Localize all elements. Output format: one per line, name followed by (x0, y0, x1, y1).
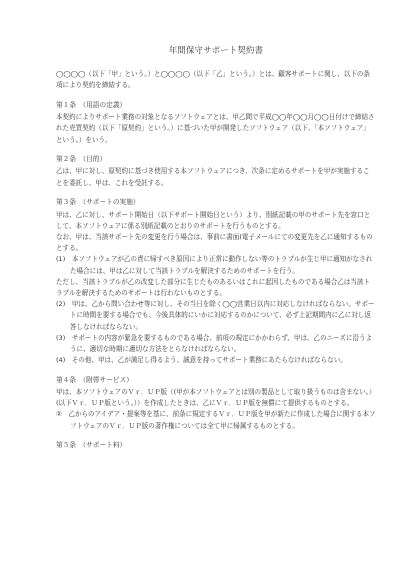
article-2-para-1: 乙は、甲に対し、原契約に基づき使用する本ソフトウェアにつき、次条に定めるサポートを甲が実施することを委託し、甲は、これを受託する。 (56, 167, 370, 187)
article-3-item-2: (2) 甲は、乙から問い合わせ等に対し、その当日を除く◯◯営業日以内に対応しなければならない。サポートに時間を要する場合でも、今後具体的にいかに対応するのかについて、必ず上記期間内に乙に対し返答しなければならない。 (56, 300, 375, 331)
article-4-heading: 第４条 （附帯サービス） (56, 375, 133, 384)
article-3-para-3: ただし、当該トラブルが乙の改変した部分に生じたものあるいはこれに起因したものである場合乙は当該トラブルを解決するためのサポートは行わないものとする。 (56, 277, 370, 297)
preamble: ◯◯◯◯（以下「甲」という。）と◯◯◯◯（以下「乙」という。）とは、顧客サポートに関し、以下の条項により契約を締結する。 (56, 70, 370, 90)
article-2 (56, 154, 376, 189)
article-5 (56, 440, 376, 451)
article-3 (56, 197, 376, 366)
article-4-para-2: ② 乙からのアイデア・提案等を基に、前条に規定するＶｒ．ＵＰ版を甲が新たに作成した場合に関する本ソフトウェアのＶｒ．ＵＰ版の著作権については全て甲に帰属するものとする。 (56, 410, 376, 430)
article-3-item-4: (4) その他、甲は、乙が満足し得るよう、誠意を持ってサポート業務にあたらなければならない。 (56, 356, 347, 365)
article-2-heading: 第２条 （目的） (56, 155, 107, 164)
article-3-item-3: (3) サポートの内容が緊急を要するものである場合、前項の規定にかかわらず、甲は、乙のニーズに沿うように、適切な時期に適切な方法をとらなければならない。 (56, 333, 373, 353)
article-3-para-1: 甲は、乙に対し、サポート開始日（以下サポート開始日という）より、別紙記載の甲のサポート先を窓口として、本ソフトウェアに係る別紙記載のとおりのサポートを行うものとする。 (56, 210, 371, 230)
article-3-heading: 第３条 （サポートの実施） (56, 198, 140, 207)
article-1-para-1: 本契約によりサポート業務の対象となるソフトウェアとは、甲乙間で平成◯◯年◯◯月◯◯日付けで締結された売買契約（以下「原契約」という。）に基づいた甲が開発したソフトウェア（以下、「本ソフトウェア」という。）をいう。 (56, 113, 375, 144)
article-3-item-1: (1) 本ソフトウェアが乙の責に帰すべき原因により正常に動作しない等のトラブルが生じ甲に通知がなされた場合には、甲は乙に対して当該トラブルを解決するためのサポートを行う。 (56, 255, 373, 275)
article-1-heading: 第１条 （用語の定義） (56, 100, 127, 109)
article-1 (56, 100, 376, 146)
article-4 (56, 375, 376, 432)
article-3-para-2: なお、甲は、当該サポート先の変更を行う場合は、事前に書面(電子メールにての変更先を乙に通知するものとする。 (56, 232, 373, 253)
document-title: 年間保守サポート契約書 (168, 45, 264, 55)
article-5-heading: 第５条 （サポート料） (56, 441, 127, 450)
article-4-para-1: 甲は、本ソフトウェアのＶｒ．ＵＰ版（(甲が本ソフトウェアとは別の製品として取り扱うものは含まない。）(以下Ｖｒ．ＵＰ版という。））を作成したときは、乙にＶｒ．ＵＰ版を無償にて提供するものとする。 (56, 388, 376, 408)
